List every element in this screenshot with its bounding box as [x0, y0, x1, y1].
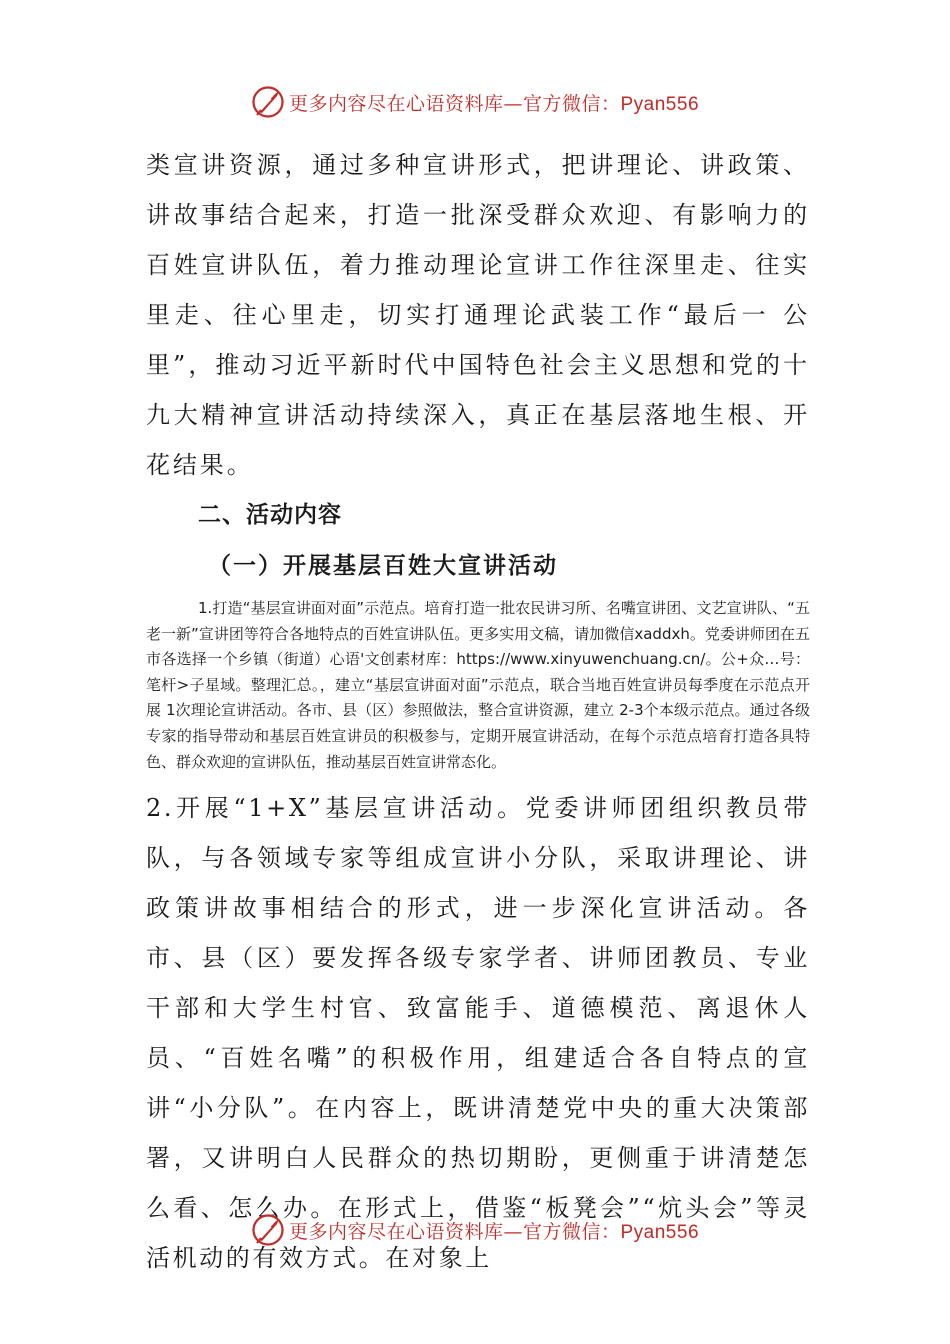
intro-paragraph: 类宣讲资源，通过多种宣讲形式，把讲理论、讲政策、讲故事结合起来，打造一批深受群众欢迎、有影响力的百姓宣讲队伍，着力推动理论宣讲工作往深里走、往实里走、往心里走，切实打通理论武装工作“最后一 公里”，推动习近平新时代中国特色社会主义思想和党的十九大精神宣讲活动持续深入，真正在基层落地生根、开花结果。: [146, 151, 810, 479]
quill-logo-icon: [251, 85, 285, 119]
footer-wechat-id: Pyan556: [620, 1221, 700, 1243]
header-banner-text: 更多内容尽在心语资料库—官方微信：Pyan556: [288, 92, 700, 115]
header-wechat-id: Pyan556: [620, 93, 700, 115]
footer-banner: [0, 1210, 950, 1250]
subsection-heading: （一）开展基层百姓大宣讲活动: [208, 552, 558, 579]
document-body: [146, 140, 810, 1283]
header-banner: [0, 82, 950, 122]
footer-banner-text: 更多内容尽在心语资料库—官方微信：Pyan556: [288, 1220, 700, 1243]
quill-logo-icon: [251, 1213, 285, 1247]
item1-paragraph: 1.打造“基层宣讲面对面”示范点。培育打造一批农民讲习所、名嘴宣讲团、文艺宣讲队、“五老一新”宣讲团等符合各地特点的百姓宣讲队伍。更多实用文稿，请加微信xaddxh。党委讲师团在五市各选择一个乡镇（街道）心语'文创素材库：https://www.xinyuwenchuang.cn/。公+众…号：笔杆>子星域。整理汇总。，建立“基层宣讲面对面”示范点，联合当地百姓宣讲员每季度在示范点开展 1次理论宣讲活动。各市、县（区）参照做法，整合宣讲资源，建立 2-3个本级示范点。通过各级专家的指导带动和基层百姓宣讲员的积极参与，定期开展宣讲活动，在每个示范点培育打造各具特色、群众欢迎的宣讲队伍，推动基层百姓宣讲常态化。: [146, 599, 810, 771]
item2-paragraph: 2.开展“1+X”基层宣讲活动。党委讲师团组织教员带队，与各领域专家等组成宣讲小分队，采取讲理论、讲政策讲故事相结合的形式，进一步深化宣讲活动。各市、县（区）要发挥各级专家学者、讲师团教员、专业干部和大学生村官、致富能手、道德模范、离退休人员、“百姓名嘴”的积极作用，组建适合各自特点的宣讲“小分队”。在内容上，既讲清楚党中央的重大决策部署，又讲明白人民群众的热切期盼，更侧重于讲清楚怎么看、怎么办。在形式上，借鉴“板凳会”“炕头会”等灵活机动的有效方式。在对象上: [146, 794, 810, 1273]
section-heading: 二、活动内容: [198, 502, 342, 528]
